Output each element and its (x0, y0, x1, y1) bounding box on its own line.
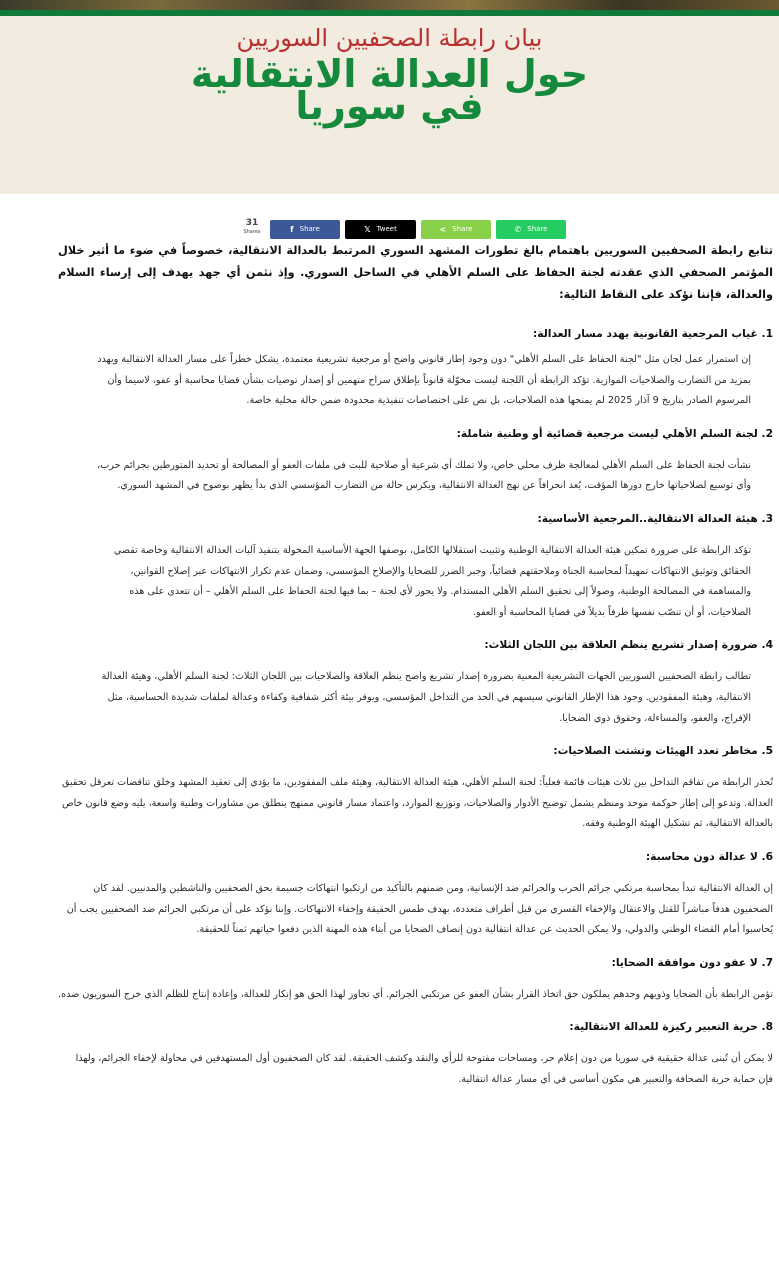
hero-title (0, 52, 779, 128)
section-body: تطالب رابطة الصحفيين السوريين الجهات التشريعية المعنية بضرورة إصدار تشريع واضح ينظم العلاقة والصلاحيات بين اللجان الثلاث: لجنة السلم الأهلي، وهيئة العدالة الانتقالية، وهيئة المفقودين. وجود هذا الإطار القانوني سيسهم في الحد من التداخل المؤسسي، ويوفر بيئة أكثر شفافية وكفاءة وعدالة لملفات شديدة الحساسية، مثل الإفراج، والعفو، والمساءلة، وحقوق ذوي الضحايا. (101, 671, 751, 724)
facebook-share-label: Share (299, 225, 320, 233)
tweet-label: Tweet (376, 225, 397, 233)
share-count-number: 31 (245, 218, 259, 228)
section-body: تُحذر الرابطة من تفاقم التداخل بين ثلاث هيئات قائمة فعلياً: لجنة السلم الأهلي، هيئة العدالة الانتقالية، وهيئة ملف المفقودين، ما يؤدي إلى تعقيد المشهد وخلق تناقضات تعرقل تحقيق العدالة. وتدعو إلى إطار حوكمة موحد ومنظم يشمل توضيح الأدوار والصلاحيات، وتوزيع الموارد، واعتماد مسار قانوني ممنهج ينطلق من مشاورات وطنية واسعة، يليه وضع قانون خاص بالعدالة الانتقالية، ثم تشكيل الهيئة الوطنية وفقه. (61, 777, 773, 830)
banner-divider (0, 10, 779, 16)
section-body: إن العدالة الانتقالية تبدأ بمحاسبة مرتكبي جرائم الحرب والجرائم ضد الإنسانية، ومن ضمنهم بالتأكيد من ارتكبوا انتهاكات جسيمة بحق الصحفيين والناشطين والمدنيين. لقد كان الصحفيون هدفاً مباشراً للقتل والاعتقال والإخفاء القسري من قبل أطراف متعددة، بهدف طمس الحقيقة وإخفاء الانتهاكات. وإننا نؤكد على أن مرتكبي الجرائم ضد الصحفيين يجب أن يُحاسبوا أمام القضاء الوطني والدولي، ولا يمكن الحديث عن عدالة انتقالية دون إنصاف الضحايا من أبناء هذه المهنة الذين دفعوا حياتهم ثمناً للحقيقة. (66, 882, 773, 936)
section-body: إن استمرار عمل لجان مثل "لجنة الحفاظ على السلم الأهلي" دون وجود إطار قانوني واضح أو مرجعية تشريعية معتمدة، يشكل خطراً على مسار العدالة الانتقالية ويهدد بمزيد من التضارب والصلاحيات الموازية. تؤكد الرابطة أن اللجنة ليست مخوّلة قانوناً بإطلاق سراح متهمين أو إصدار توصيات بشأن قضايا محاسبة أو عفو، لاسيما وأن المرسوم الصادر بتاريخ 9 آذار 2025 لم يمنحها هذه الصلاحيات، بل نص على اختصاصات تنفيذية محدودة ضمن حالة محلية خاصة. (97, 354, 751, 407)
section-heading: 4. ضرورة إصدار تشريع ينظم العلاقة بين اللجان الثلاث: (484, 638, 773, 652)
article-intro: تتابع رابطة الصحفيين السوريين باهتمام بالغ تطورات المشهد السوري المرتبط بالعدالة الانتقالية، خصوصاً في ضوء ما أثير خلال المؤتمر الصحفي الذي عقدته لجنة الحفاظ على السلم الأهلي في الساحل السوري. وإذ نثمن أي جهد يهدف إلى إرساء السلام والعدالة، فإننا نؤكد على النقاط التالية: (58, 244, 773, 301)
section-body: نشأت لجنة الحفاظ على السلم الأهلي لمعالجة ظرف محلي خاص، ولا تملك أي شرعية أو صلاحية للبت في ملفات العفو أو المصالحة أو تحديد المتورطين بجرائم حرب، وأي توسيع لصلاحياتها خارج دورها المؤقت، يُعد انحرافاً عن نهج العدالة الانتقالية، ويكرس حالة من التضارب المؤسسي الذي بدأ يظهر بوضوح في المشهد السوري. (97, 459, 751, 492)
whatsapp-share-label: Share (527, 225, 548, 233)
share-count-label: Shares (243, 229, 261, 235)
section-heading: 5. مخاطر تعدد الهيئات وتشتت الصلاحيات: (553, 744, 773, 758)
section-heading: 2. لجنة السلم الأهلي ليست مرجعية قضائية أو وطنية شاملة: (456, 426, 773, 440)
section-heading: 8. حرية التعبير ركيزة للعدالة الانتقالية: (569, 1020, 773, 1034)
section-heading: 6. لا عدالة دون محاسبة: (645, 849, 773, 863)
article-body (58, 240, 773, 1104)
section-body: تؤكد الرابطة على ضرورة تمكين هيئة العدالة الانتقالية الوطنية وتثبيت استقلالها الكامل، بوصفها الجهة الأساسية المخولة بتنفيذ آليات العدالة الانتقالية وخاصة تقصي الحقائق وتوثيق الانتهاكات تمهيداً لمحاسبة الجناة وملاحقتهم قضائياً، وجبر الضرر للضحايا والإصلاح المؤسسي، وضمان عدم تكرار الانتهاكات عبر إصلاح القوانين، والمساهمة في المصالحة الوطنية، وصولاً إلى تحقيق السلم الأهلي المستدام. ولا يجوز لأي لجنة – بما فيها لجنة الحفاظ على السلم الأهلي – أن تتعدى على هذه الصلاحيات، أو أن تنصّب نفسها طرفاً بديلاً في قضايا المحاسبة أو العفو. (113, 544, 751, 618)
facebook-share-button[interactable] (270, 220, 340, 239)
whatsapp-share-button[interactable] (496, 220, 566, 239)
x-icon: 𝕏 (364, 224, 371, 234)
whatsapp-icon: ✆ (514, 224, 522, 234)
section-heading: 7. لا عفو دون موافقة الضحايا: (611, 955, 773, 969)
section-body: لا يمكن أن تُبنى عدالة حقيقية في سوريا من دون إعلام حر، ومساحات مفتوحة للرأي والنقد وكشف الحقيقة. لقد كان الصحفيون أول المستهدفين في محاولة لإخفاء الجرائم، ولهذا فإن حماية حرية الصحافة والتعبير هي مكون أساسي في أي مسار عدالة انتقالية. (75, 1053, 773, 1085)
generic-share-label: Share (452, 225, 473, 233)
section-body: تؤمن الرابطة بأن الضحايا وذويهم وحدهم يملكون حق اتخاذ القرار بشأن العفو عن مرتكبي الجرائم. أي تجاوز لهذا الحق هو إنكار للعدالة، وإعادة إنتاج للظلم الذي خرج السوريون ضده. (58, 988, 773, 1000)
banner-image-strip (0, 0, 779, 10)
hero-subtitle: بيان رابطة الصحفيين السوريين (236, 24, 543, 52)
hero-banner (0, 0, 779, 194)
hero-title-line-2: في سوريا (295, 84, 484, 128)
facebook-icon: f (290, 224, 294, 234)
hero-title-line-1: حول العدالة الانتقالية (190, 52, 589, 96)
share-count (243, 219, 261, 239)
tweet-button[interactable] (345, 220, 416, 239)
generic-share-button[interactable] (421, 220, 491, 239)
share-bar (243, 219, 566, 239)
share-icon: < (439, 224, 447, 234)
section-heading: 3. هيئة العدالة الانتقالية..المرجعية الأساسية: (537, 511, 773, 525)
section-heading: 1. غياب المرجعية القانونية يهدد مسار العدالة: (533, 327, 773, 340)
